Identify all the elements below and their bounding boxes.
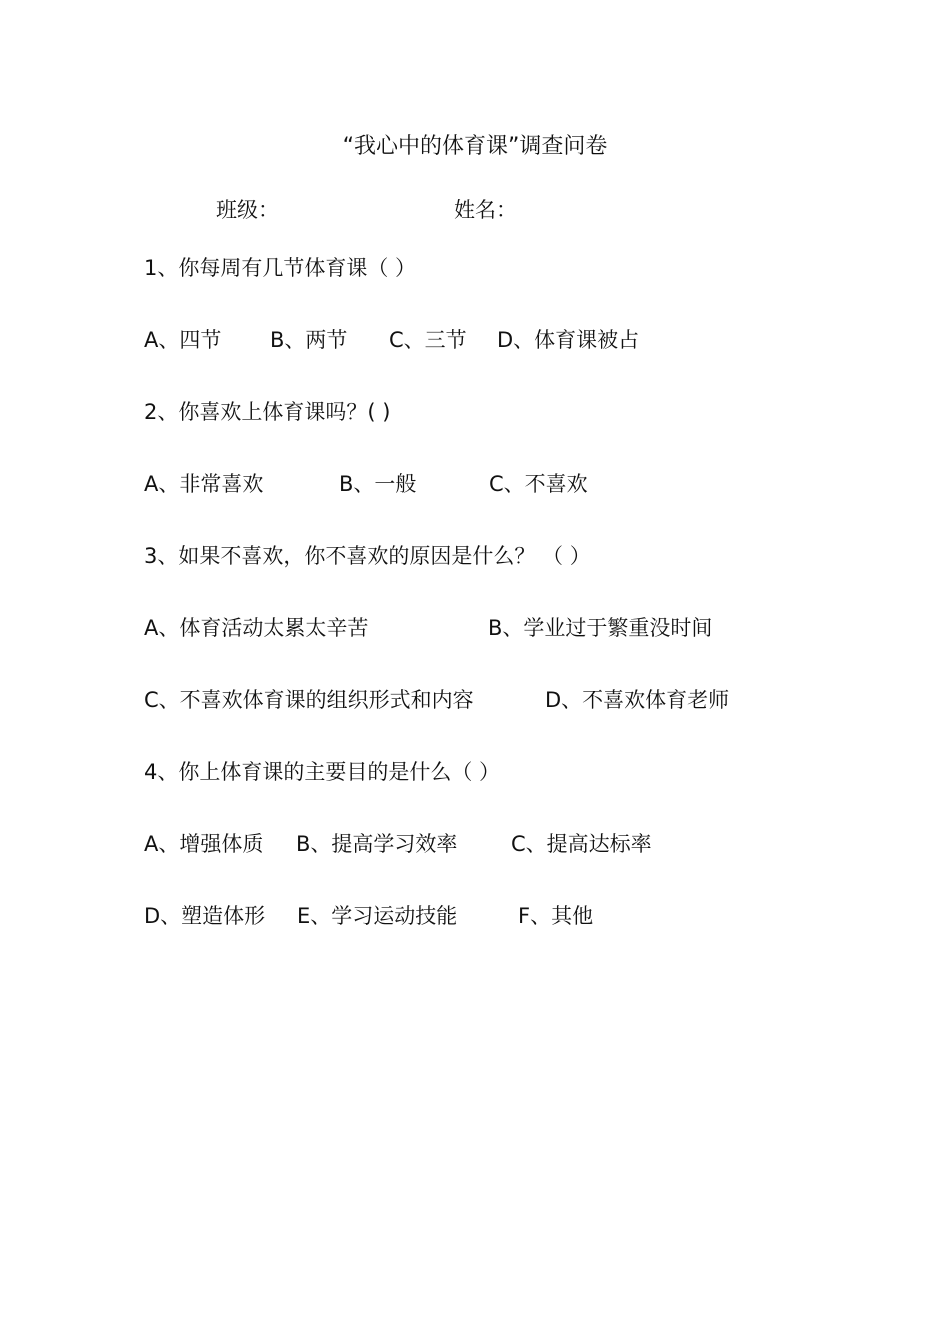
q3-option-c: C、不喜欢体育课的组织形式和内容 bbox=[144, 688, 474, 712]
question-1: 1、你每周有几节体育课（ ） bbox=[144, 256, 417, 280]
q4-option-d: D、塑造体形 bbox=[144, 904, 266, 928]
question-4: 4、你上体育课的主要目的是什么（ ） bbox=[144, 760, 501, 784]
q1-option-b: B、两节 bbox=[270, 328, 348, 352]
q3-option-d: D、不喜欢体育老师 bbox=[545, 688, 730, 712]
q4-option-e: E、学习运动技能 bbox=[297, 904, 458, 928]
q4-option-b: B、提高学习效率 bbox=[296, 832, 458, 856]
q2-option-b: B、一般 bbox=[339, 472, 417, 496]
q1-option-a: A、四节 bbox=[144, 328, 222, 352]
q4-option-f: F、其他 bbox=[518, 904, 594, 928]
question-3: 3、如果不喜欢，你不喜欢的原因是什么？ （ ） bbox=[144, 544, 591, 568]
class-label: 班级： bbox=[216, 198, 279, 222]
q2-option-a: A、非常喜欢 bbox=[144, 472, 264, 496]
q4-option-c: C、提高达标率 bbox=[511, 832, 652, 856]
name-label: 姓名： bbox=[454, 198, 517, 222]
q3-option-b: B、学业过于繁重没时间 bbox=[488, 616, 713, 640]
survey-title: “我心中的体育课”调查问卷 bbox=[342, 134, 608, 159]
q3-option-a: A、体育活动太累太辛苦 bbox=[144, 616, 369, 640]
q4-option-a: A、增强体质 bbox=[144, 832, 264, 856]
q1-option-c: C、三节 bbox=[389, 328, 467, 352]
q2-option-c: C、不喜欢 bbox=[489, 472, 588, 496]
q1-option-d: D、体育课被占 bbox=[497, 328, 640, 352]
question-2: 2、你喜欢上体育课吗？( ) bbox=[144, 400, 391, 424]
